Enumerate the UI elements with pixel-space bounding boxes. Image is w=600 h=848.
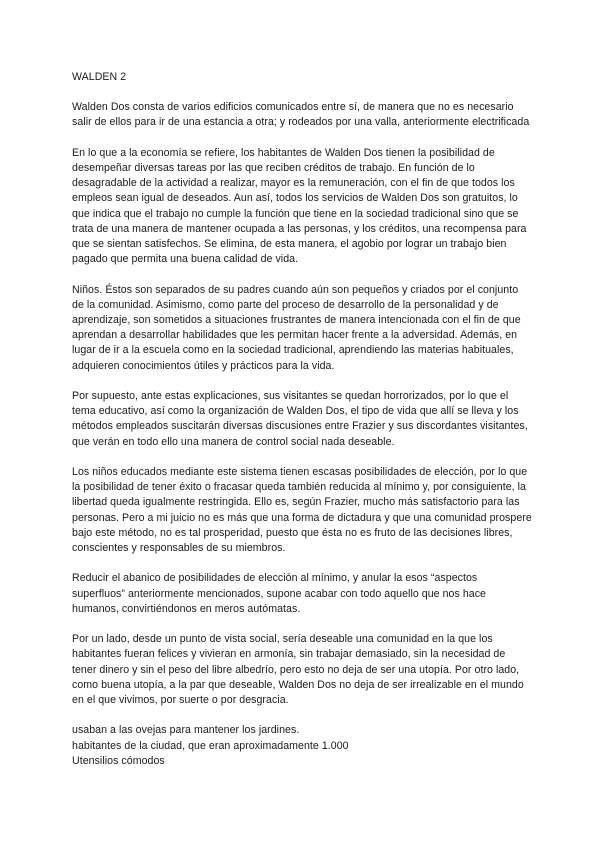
paragraph-choices: Reducir el abanico de posibilidades de elección al mínimo, y anular la esos “aspectos superfluos” anteriormente mencionados, supone acabar con todo aquello que nos hace humanos, convirtiéndonos en meros autómatas. <box>72 572 486 615</box>
note-line: Utensilios cómodos <box>72 754 165 767</box>
paragraph-conclusion: Por un lado, desde un punto de vista social, sería deseable una comunidad en la que los habitantes fueran felices y vivieran en armonía, sin trabajar demasiado, sin la necesidad de tener dinero y sin el peso del libre albedrío, pero esto no deja de ser una utopía. Por otro lado, como buena utopía, a la par que deseable, Walden Dos no deja de ser irrealizable en el mundo en el que vivimos, por suerte o por desgracia. <box>72 633 524 707</box>
paragraph-structure: Walden Dos consta de varios edificios comunicados entre sí, de manera que no es necesario salir de ellos para ir de una estancia a otra; y rodeados por una valla, anteriormente electrificada <box>72 101 530 129</box>
paragraph-visitors: Por supuesto, ante estas explicaciones, sus visitantes se quedan horrorizados, por lo que el tema educativo, así como la organización de Walden Dos, el tipo de vida que allí se lleva y los métodos empleados suscitarán diversas discusiones entre Frazier y sus discordantes visitantes, que verán en todo ello una manera de control social nada deseable. <box>72 390 528 448</box>
paragraph-children: Niños. Éstos son separados de su padres cuando aún son pequeños y criados por el conjunto de la comunidad. Asimismo, como parte del proceso de desarrollo de la personalidad y de aprendizaje, son sometidos a situaciones frustrantes de manera intencionada con el fin de que aprendan a desarrollar habilidades que les permitan hacer frente a la adversidad. Además, en lugar de ir a la escuela como en la sociedad tradicional, aprendiendo las materias habituales, adquieren conocimientos útiles y prácticos para la vida. <box>72 283 521 372</box>
document-body <box>72 70 532 769</box>
paragraph-economy: En lo que a la economía se refiere, los habitantes de Walden Dos tienen la posibilidad de desempeñar diversas tareas por las que reciben créditos de trabajo. En función de lo desagradable de la actividad a realizar, mayor es la remuneración, con el fin de que todos los empleos sean igual de deseados. Aun así, todos los servicios de Walden Dos son gratuitos, lo que indica que el trabajo no cumple la función que tiene en la sociedad tradicional sino que se trata de una manera de mantener ocupada a las personas, y los créditos, una recompensa para que se sientan satisfechos. Se elimina, de esta manera, el agobio por lograr un trabajo bien pagado que permita una buena calidad de vida. <box>72 146 527 266</box>
note-line: usaban a las ovejas para mantener los jardines. <box>72 724 300 737</box>
notes-list <box>72 723 532 769</box>
paragraph-freedom: Los niños educados mediante este sistema tienen escasas posibilidades de elección, por lo que la posibilidad de tener éxito o fracasar queda también reducida al mínimo y, por consiguiente, la libertad queda igualmente restringida. Ello es, según Frazier, mucho más satisfactorio para las personas. Pero a mi juicio no es más que una forma de dictadura y que una comunidad prospere bajo este método, no es tal prosperidad, puesto que ésta no es fruto de las decisiones libres, conscientes y responsables de su miembros. <box>72 466 532 555</box>
document-title: WALDEN 2 <box>72 71 127 83</box>
note-line: habitantes de la ciudad, que eran aproximadamente 1.000 <box>72 739 349 752</box>
